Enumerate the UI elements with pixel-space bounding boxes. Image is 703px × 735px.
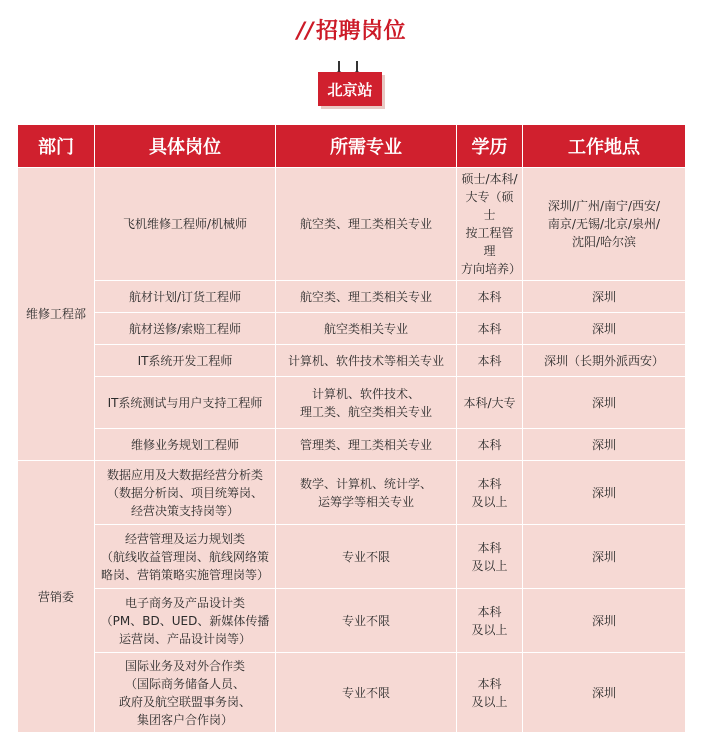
position-cell: 航材计划/订货工程师 — [95, 281, 276, 313]
position-cell: 航材送修/索赔工程师 — [95, 313, 276, 345]
header-education: 学历 — [457, 125, 523, 168]
header-position: 具体岗位 — [95, 125, 276, 168]
major-cell: 管理类、理工类相关专业 — [276, 429, 457, 461]
education-cell: 本科/大专 — [457, 377, 523, 429]
header-dept: 部门 — [18, 125, 95, 168]
major-cell: 航空类相关专业 — [276, 313, 457, 345]
education-cell: 本科 — [457, 313, 523, 345]
location-cell: 深圳 — [523, 429, 686, 461]
table-row — [18, 429, 686, 461]
location-cell: 深圳 — [523, 525, 686, 589]
table-row — [18, 281, 686, 313]
position-cell: 电子商务及产品设计类 （PM、BD、UED、新媒体传播 运营岗、产品设计岗等） — [95, 589, 276, 653]
major-cell: 计算机、软件技术、 理工类、航空类相关专业 — [276, 377, 457, 429]
major-cell: 计算机、软件技术等相关专业 — [276, 345, 457, 377]
position-cell: 经营管理及运力规划类 （航线收益管理岗、航线网络策 略岗、营销策略实施管理岗等） — [95, 525, 276, 589]
position-cell: 数据应用及大数据经营分析类 （数据分析岗、项目统筹岗、 经营决策支持岗等） — [95, 461, 276, 525]
table-row — [18, 589, 686, 653]
table-row — [18, 525, 686, 589]
major-cell: 航空类、理工类相关专业 — [276, 281, 457, 313]
education-cell: 本科 — [457, 345, 523, 377]
major-cell: 专业不限 — [276, 589, 457, 653]
table-row — [18, 461, 686, 525]
location-cell: 深圳 — [523, 461, 686, 525]
education-cell: 本科 及以上 — [457, 653, 523, 733]
major-cell: 专业不限 — [276, 653, 457, 733]
table-header-row — [18, 125, 686, 168]
location-cell: 深圳（长期外派西安） — [523, 345, 686, 377]
table-row — [18, 377, 686, 429]
table-row — [18, 313, 686, 345]
education-cell: 本科 及以上 — [457, 525, 523, 589]
position-cell: IT系统测试与用户支持工程师 — [95, 377, 276, 429]
education-cell: 本科 — [457, 429, 523, 461]
position-cell: IT系统开发工程师 — [95, 345, 276, 377]
table-row — [18, 653, 686, 733]
education-cell: 本科 及以上 — [457, 461, 523, 525]
major-cell: 专业不限 — [276, 525, 457, 589]
table-row — [18, 168, 686, 281]
location-cell: 深圳 — [523, 589, 686, 653]
dept-cell: 维修工程部 — [18, 168, 95, 461]
location-cell: 深圳 — [523, 281, 686, 313]
dept-cell: 营销委 — [18, 461, 95, 733]
station-label: 北京站 — [318, 72, 382, 106]
location-cell: 深圳/广州/南宁/西安/ 南京/无锡/北京/泉州/ 沈阳/哈尔滨 — [523, 168, 686, 281]
position-cell: 国际业务及对外合作类 （国际商务储备人员、 政府及航空联盟事务岗、 集团客户合作岗） — [95, 653, 276, 733]
heading-title: 招聘岗位 — [316, 19, 407, 44]
section-heading — [0, 14, 703, 45]
header-location: 工作地点 — [523, 125, 686, 168]
jobs-table — [17, 124, 686, 733]
position-cell: 飞机维修工程师/机械师 — [95, 168, 276, 281]
location-cell: 深圳 — [523, 313, 686, 345]
major-cell: 数学、计算机、统计学、 运筹学等相关专业 — [276, 461, 457, 525]
table-row — [18, 345, 686, 377]
heading-slashes: // — [296, 19, 315, 44]
education-cell: 本科 — [457, 281, 523, 313]
location-cell: 深圳 — [523, 653, 686, 733]
education-cell: 硕士/本科/ 大专（硕士 按工程管理 方向培养） — [457, 168, 523, 281]
education-cell: 本科 及以上 — [457, 589, 523, 653]
header-major: 所需专业 — [276, 125, 457, 168]
position-cell: 维修业务规划工程师 — [95, 429, 276, 461]
location-cell: 深圳 — [523, 377, 686, 429]
major-cell: 航空类、理工类相关专业 — [276, 168, 457, 281]
